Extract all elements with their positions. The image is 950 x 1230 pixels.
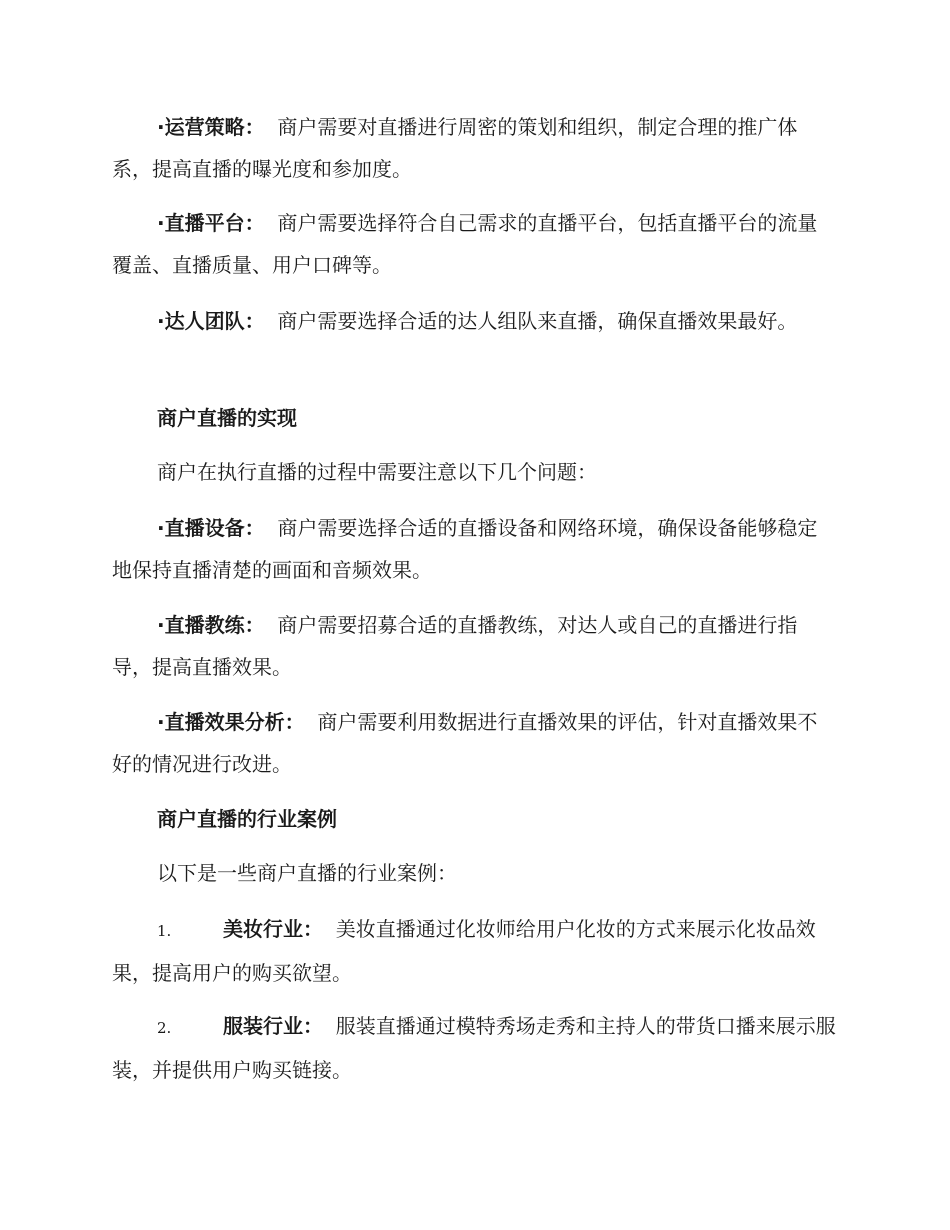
section-heading-implementation: 商户直播的实现 [157,406,297,430]
bullet-term: 达人团队： [164,309,265,333]
section-intro-implementation: 商户在执行直播的过程中需要注意以下几个问题： [157,460,597,484]
bullet-term: 直播设备： [164,516,265,540]
bullet-term: 直播教练： [164,613,265,637]
section-intro-industry-cases: 以下是一些商户直播的行业案例： [157,861,457,885]
bullet-term: 直播效果分析： [164,710,305,734]
bullet-paragraph-operation-strategy [112,106,828,190]
bullet-text: 商户需要利用数据进行直播效果的评估，针对直播效果不好的情况进行改进。 [112,710,818,776]
bullet-paragraph-effect-analysis [112,701,828,785]
bullet-text: 商户需要选择合适的达人组队来直播，确保直播效果最好。 [277,309,798,333]
list-number: 2. [157,1019,172,1037]
bullet-text: 商户需要招募合适的直播教练，对达人或自己的直播进行指导，提高直播效果。 [112,613,798,679]
case-text: 服装直播通过模特秀场走秀和主持人的带货口播来展示服装，并提供用户购买链接。 [112,1014,836,1082]
bullet-text: 商户需要选择符合自己需求的直播平台，包括直播平台的流量覆盖、直播质量、用户口碑等。 [112,211,818,277]
numbered-paragraph-apparel [112,1005,838,1091]
list-number: 1. [157,922,172,940]
case-term: 服装行业： [223,1014,323,1038]
section-heading-industry-cases: 商户直播的行业案例 [157,807,337,831]
case-term: 美妆行业： [223,917,323,941]
bullet-marker: · [157,613,165,637]
numbered-paragraph-beauty [112,908,838,994]
bullet-paragraph-live-platform [112,202,828,286]
bullet-text: 商户需要对直播进行周密的策划和组织，制定合理的推广体系，提高直播的曝光度和参加度。 [112,115,798,181]
bullet-term: 运营策略： [164,115,265,139]
bullet-paragraph-live-equipment [112,507,828,591]
bullet-term: 直播平台： [164,211,265,235]
case-text: 美妆直播通过化妆师给用户化妆的方式来展示化妆品效果，提高用户的购买欲望。 [112,917,816,985]
bullet-marker: · [157,211,165,235]
bullet-marker: · [157,115,165,139]
bullet-text: 商户需要选择合适的直播设备和网络环境，确保设备能够稳定地保持直播清楚的画面和音频效果。 [112,516,818,582]
bullet-marker: · [157,516,165,540]
bullet-marker: · [157,309,165,333]
bullet-paragraph-live-coach [112,604,828,688]
bullet-paragraph-influencer-team [112,300,828,342]
bullet-marker: · [157,710,165,734]
